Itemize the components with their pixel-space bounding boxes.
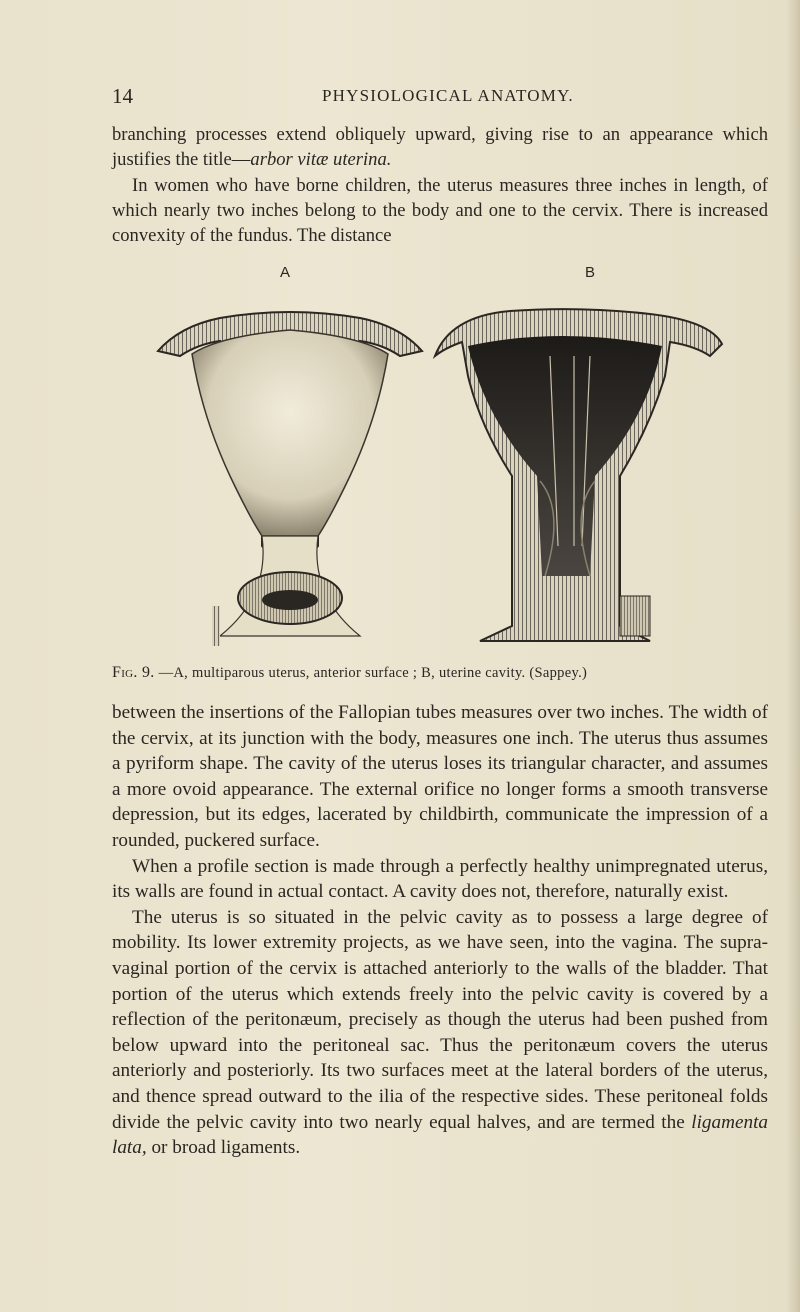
paragraph-italic-text: arbor vitæ uterina. bbox=[250, 149, 392, 171]
page-header bbox=[112, 84, 722, 110]
text-block-top bbox=[112, 122, 768, 248]
paragraph-text: The uterus is so situated in the pelvic cavity as to possess a large degree of mobility. Its lower extremity projects, as we have seen, into the vagina. The supra-vaginal portion of the cervix is attached anteriorly to the walls of the bladder. That portion of the uterus which extends freely into the pelvic cavity is covered by a reflection of the peritonæum, precisely as though the uterus had been pushed from below upward into the peritoneal sac. Thus the peritonæum covers the uterus anteriorly and posteriorly. Its two surfaces meet at the lateral borders of the uterus, and thence spread outward to the ilia of the respective sides. These peritoneal folds divide the pelvic cavity into two nearly equal halves, and are termed the bbox=[112, 906, 768, 1133]
paragraph bbox=[112, 700, 768, 854]
paragraph-text: between the insertions of the Fallopian tubes measures over two inches. The width of the cervix, at its junction with the body, measures one inch. The uterus thus assumes a pyriform shape. The cavity of the uterus loses its triangular character, and assumes a more ovoid appearance. The external orifice no longer forms a smooth transverse depression, but its edges, lacerated by childbirth, communicate the impression of a rounded, puckered surface. bbox=[112, 702, 768, 851]
caption-text: —A, multiparous uterus, anterior surface ; B, uterine cavity. (Sappey.) bbox=[158, 665, 588, 681]
uterus-b-drawing bbox=[435, 309, 722, 641]
uterus-a-drawing bbox=[158, 312, 422, 646]
figure-label-a: A bbox=[280, 264, 291, 281]
paragraph bbox=[112, 854, 768, 905]
figure-label-b: B bbox=[585, 264, 596, 281]
text-block-bottom bbox=[112, 700, 768, 1161]
uterus-illustration bbox=[150, 296, 730, 656]
page-number: 14 bbox=[112, 84, 133, 108]
page-edge-shadow bbox=[786, 0, 800, 1312]
paragraph bbox=[112, 173, 768, 249]
running-head: PHYSIOLOGICAL ANATOMY. bbox=[322, 86, 574, 105]
paragraph bbox=[112, 122, 768, 173]
figure-9 bbox=[150, 256, 730, 656]
paragraph-italic-text: ligamenta lata, bbox=[112, 1111, 768, 1159]
paragraph bbox=[112, 905, 768, 1161]
paragraph-text: In women who have borne children, the uterus measures three inches in length, of which nearly two inches belong to the body and one to the cervix. There is increased convexity of the fundus. The distance bbox=[112, 174, 768, 247]
paragraph-text: When a profile section is made through a perfectly healthy unimpregnated uterus, its walls are found in actual contact. A cavity does not, therefore, naturally exist. bbox=[112, 855, 768, 903]
paragraph-text: branching processes extend obliquely upward, giving rise to an appearance which justifies the title— bbox=[112, 124, 768, 171]
figure-caption bbox=[112, 664, 768, 682]
paragraph-text: or broad ligaments. bbox=[146, 1137, 301, 1159]
caption-figure-number: Fig. 9. bbox=[112, 664, 155, 681]
